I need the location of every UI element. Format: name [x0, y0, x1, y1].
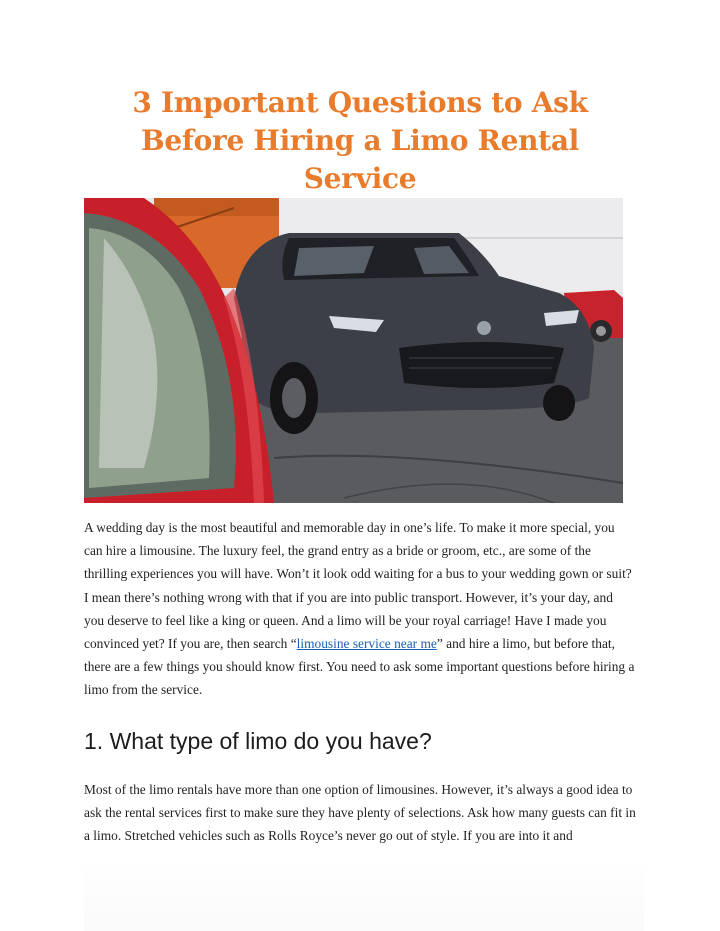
article-title — [80, 84, 640, 198]
title-line: Before Hiring a Limo Rental — [141, 124, 579, 157]
title-line: 3 Important Questions to Ask — [132, 86, 588, 119]
section-paragraph: Most of the limo rentals have more than one option of limousines. However, it’s always a good idea to ask the rental services first to make sure they have plenty of selections. Ask how many guests can fit in a limo. Stretched vehicles such as Rolls Royce’s never go out of style. If you are into it and — [84, 782, 636, 844]
title-line: Service — [303, 162, 417, 195]
intro-text-before-link: A wedding day is the most beautiful and memorable day in one’s life. To make it more special, you can hire a limousine. The luxury feel, the grand entry as a bride or groom, etc., are some of the thrilling experiences you will have. Won’t it look odd waiting for a bus to your wedding gown or suit? I mean there’s nothing wrong with that if you are into public transport. However, it’s your day, and you deserve to feel like a king or queen. And a limo will be your royal carriage! Have I made you convinced yet? If you are, then search “ — [84, 520, 632, 652]
section-heading: 1. What type of limo do you have? — [84, 728, 432, 754]
intro-paragraph — [84, 516, 636, 702]
car-photo-illustration — [84, 198, 623, 503]
intro-text-after-link: ” and hire a limo, but before that, there are a few things you should know first. You need to ask some important questions before hiring a limo from the service. — [84, 636, 635, 698]
limousine-service-link[interactable]: limousine service near me — [296, 636, 437, 652]
hero-image — [84, 198, 623, 503]
page-bottom-fade — [84, 860, 644, 931]
